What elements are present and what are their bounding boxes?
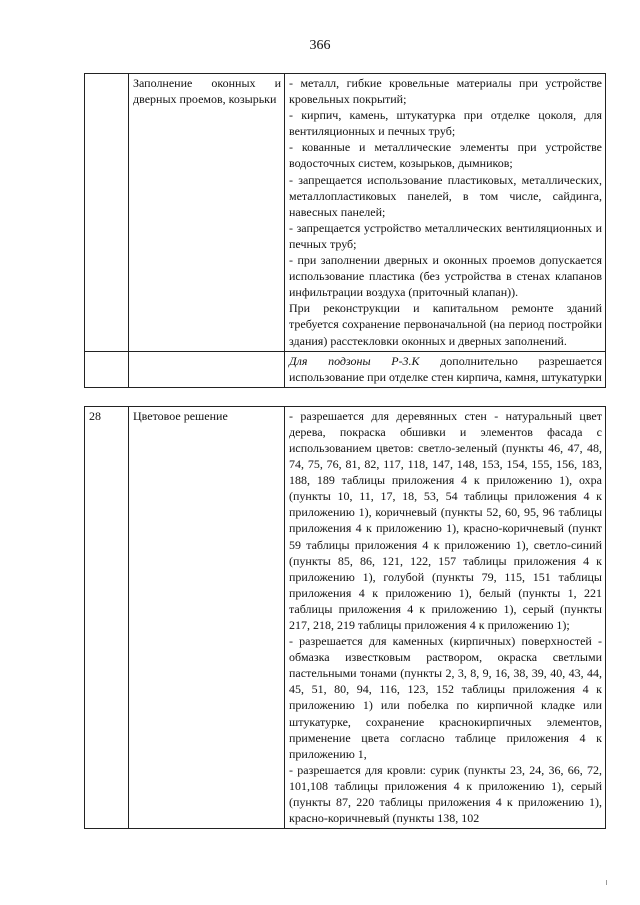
row-number: 28 [85, 406, 129, 828]
requirement-item: - разрешается для деревянных стен - натуральный цвет дерева, покраска обшивки и элементов фасада с использованием цветов: светло-зеленый (пункты 46, 47, 48, 74, 75, 76, 81, 82, 117, 118, 147, 148, 153, 154, 155, 156, 183, 188, 189 таблицы приложения 4 к приложению 1), охра (пункты 10, 11, 17, 18, 53, 54 таблицы приложения 4 к приложению 1), коричневый (пункты 52, 60, 95, 96 таблицы приложения 4 к приложению 1), красно-коричневый (пункт 59 таблицы приложения 4 к приложению 1), светло-синий (пункты 85, 86, 121, 122, 157 таблицы приложения 4 к приложению 1), голубой (пункты 79, 115, 151 таблицы приложения 4 к приложению 1), белый (пункты 1, 221 таблицы приложения 4 к приложению 1), серый (пункты 217, 218, 219 таблицы приложения 4 к приложению 1); [289, 408, 602, 632]
requirement-item: - разрешается для каменных (кирпичных) поверхностей - обмазка известковым раствором, окраска светлыми пастельными тонами (пункты 2, 3, 8, 9, 16, 38, 39, 40, 43, 44, 45, 51, 80, 94, 116, 123, 152 таблицы приложения 4 к приложению 1) или побелка по кирпичной кладке или штукатурке, сохранение краснокирпичных элементов, применение цвета согласно таблице приложения 4 к приложению 1, [289, 634, 602, 761]
subzone-text: дополнительно разрешается использование при отделке стен кирпича, камня, штукатурки [289, 353, 602, 384]
row-requirements [285, 74, 606, 352]
table-row [85, 351, 606, 387]
row-requirements [285, 406, 606, 828]
spacer-row [85, 387, 606, 406]
requirement-item: - запрещается устройство металлических вентиляционных и печных труб; [289, 220, 602, 251]
requirement-item: - металл, гибкие кровельные материалы при устройстве кровельных покрытий; [289, 76, 602, 107]
row-name: Цветовое решение [129, 406, 285, 828]
subzone-note [285, 351, 606, 387]
table-row [85, 74, 606, 352]
subzone-label: Для подзоны Р-3.К [289, 353, 420, 368]
reconstruction-note: При реконструкции и капитальном ремонте зданий требуется сохранение первоначальной (на период постройки здания) расстекловки оконных и дверных заполнений. [289, 301, 602, 348]
page-number: 366 [309, 38, 331, 53]
table-row [85, 406, 606, 828]
regulations-table [84, 73, 606, 829]
scan-mark [606, 880, 607, 885]
requirement-item: - разрешается для кровли: сурик (пункты 23, 24, 36, 66, 72, 101,108 таблицы приложения 4 к приложению 1), серый (пункты 87, 220 таблицы приложения 4 к приложению 1), красно-коричневый (пункты 138, 102 [289, 762, 602, 826]
requirement-item: - запрещается использование пластиковых, металлических, металлопластиковых панелей, в том числе, сайдинга, навесных панелей; [289, 172, 602, 219]
requirement-item: - кирпич, камень, штукатурка при отделке цоколя, для вентиляционных и печных труб; [289, 108, 602, 139]
row-name: Заполнение оконных и дверных проемов, козырьки [129, 74, 285, 352]
requirement-item: - кованные и металлические элементы при устройстве водосточных систем, козырьков, дымников; [289, 140, 602, 171]
requirement-item: - при заполнении дверных и оконных проемов допускается использование пластика (без устройства в стенах клапанов инфильтрации воздуха (приточный клапан)). [289, 253, 602, 300]
row-number [85, 74, 129, 352]
